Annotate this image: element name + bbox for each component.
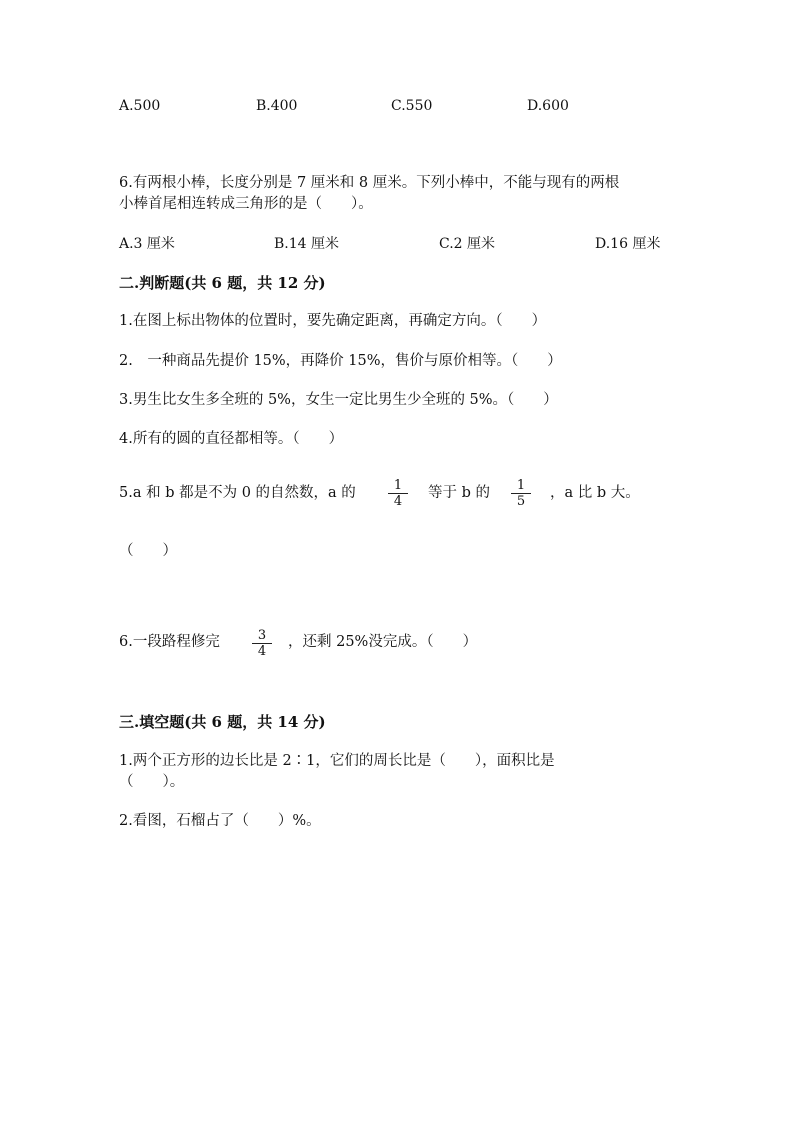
q6-text-line2: 小棒首尾相连转成三角形的是（ ）。 [119,196,373,212]
q6-option-b[interactable]: B.14 厘米 [274,236,340,252]
fraction-numerator: 1 [393,478,403,493]
q6-text-line1: 6.有两根小棒，长度分别是 7 厘米和 8 厘米。下列小棒中，不能与现有的两根 [119,175,620,191]
judge-item-3: 3.男生比女生多全班的 5%，女生一定比男生少全班的 5%。（ ） [119,392,558,408]
fraction-denominator: 5 [511,493,531,509]
judge-item-6-part2: ，还剩 25%没完成。（ ） [288,634,478,650]
q6-option-d[interactable]: D.16 厘米 [595,236,661,252]
judge-item-5-part2: 等于 b 的 [428,485,490,501]
fraction-denominator: 4 [388,493,408,509]
judge-item-4: 4.所有的圆的直径都相等。（ ） [119,431,344,447]
section3-heading: 三.填空题(共 6 题，共 14 分) [119,713,326,731]
fill-item-1-line1: 1.两个正方形的边长比是 2∶1，它们的周长比是（ ），面积比是 [119,753,555,769]
q6-option-c[interactable]: C.2 厘米 [439,236,496,252]
fraction-numerator: 3 [257,628,267,643]
judge-item-5-part3: ，a 比 b 大。 [550,485,640,501]
judge-item-5-answer-blank[interactable]: （ ） [119,543,177,559]
judge-item-2: 2. 一种商品先提价 15%，再降价 15%，售价与原价相等。（ ） [119,353,562,369]
fill-item-1-line2: （ ）。 [119,774,185,790]
q5-option-c[interactable]: C.550 [391,98,433,114]
q5-option-a[interactable]: A.500 [119,98,161,114]
fraction-denominator: 4 [252,643,272,659]
fill-item-2: 2.看图，石榴占了（ ）%。 [119,813,321,829]
judge-item-1: 1.在图上标出物体的位置时，要先确定距离，再确定方向。（ ） [119,313,547,329]
fraction-one-quarter [388,478,408,509]
judge-item-5-part1: 5.a 和 b 都是不为 0 的自然数，a 的 [119,485,356,501]
judge-item-6-part1: 6.一段路程修完 [119,634,220,650]
q5-option-d[interactable]: D.600 [527,98,569,114]
fraction-three-quarters [252,628,272,659]
q5-option-b[interactable]: B.400 [256,98,298,114]
section2-heading: 二.判断题(共 6 题，共 12 分) [119,274,326,292]
fraction-one-fifth [511,478,531,509]
fraction-numerator: 1 [516,478,526,493]
q6-option-a[interactable]: A.3 厘米 [119,236,175,252]
